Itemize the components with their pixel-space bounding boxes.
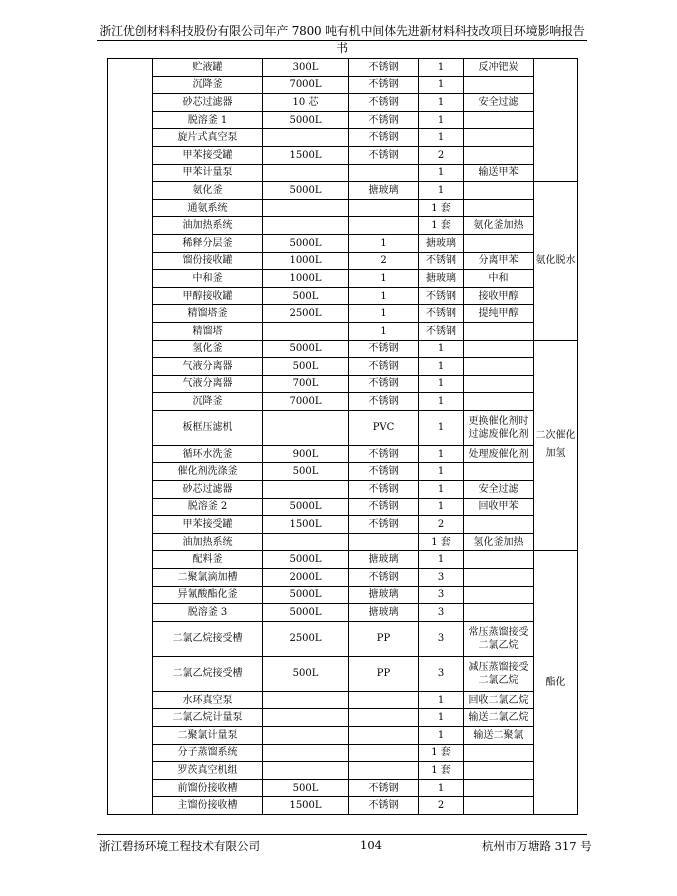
- quantity-cell: 1: [419, 410, 464, 445]
- material-cell: [349, 691, 419, 709]
- equipment-name-cell: 二聚氯计量泵: [153, 727, 263, 745]
- equipment-name-cell: 精馏塔: [153, 322, 263, 340]
- footer-company: 浙江碧扬环境工程技术有限公司: [99, 839, 260, 853]
- table-row: [108, 621, 578, 656]
- spec-cell: 2500L: [263, 621, 349, 656]
- note-cell: [464, 569, 534, 587]
- material-cell: PP: [349, 621, 419, 656]
- note-cell: [464, 797, 534, 815]
- note-cell: [464, 129, 534, 147]
- material-cell: 不锈钢: [349, 779, 419, 797]
- note-cell: [464, 234, 534, 252]
- material-cell: 2: [349, 252, 419, 270]
- material-cell: 不锈钢: [349, 76, 419, 94]
- quantity-cell: 1: [419, 779, 464, 797]
- quantity-cell: 1: [419, 375, 464, 393]
- table-row: [108, 234, 578, 252]
- material-cell: 搪玻璃: [349, 551, 419, 569]
- equipment-name-cell: 主馏份接收槽: [153, 797, 263, 815]
- note-cell: [464, 375, 534, 393]
- material-cell: 不锈钢: [349, 393, 419, 411]
- table-row: [108, 709, 578, 727]
- spec-cell: 500L: [263, 287, 349, 305]
- quantity-cell: 不锈钢: [419, 305, 464, 323]
- material-cell: PP: [349, 656, 419, 691]
- note-cell: 更换催化剂时过滤废催化剂: [464, 410, 534, 445]
- quantity-cell: 3: [419, 569, 464, 587]
- equipment-name-cell: 馏份接收罐: [153, 252, 263, 270]
- material-cell: 不锈钢: [349, 797, 419, 815]
- table-row: [108, 569, 578, 587]
- equipment-name-cell: 砂芯过滤器: [153, 481, 263, 499]
- equipment-name-cell: 催化剂洗涤釜: [153, 463, 263, 481]
- material-cell: 不锈钢: [349, 481, 419, 499]
- equipment-name-cell: 脱溶釜 1: [153, 111, 263, 129]
- equipment-name-cell: 二氯乙烷计量泵: [153, 709, 263, 727]
- table-row: [108, 340, 578, 358]
- note-cell: [464, 146, 534, 164]
- quantity-cell: 2: [419, 516, 464, 534]
- footer-address: 杭州市万塘路 317 号: [482, 839, 592, 853]
- note-cell: [464, 604, 534, 622]
- equipment-name-cell: 精馏塔釜: [153, 305, 263, 323]
- table-row: [108, 129, 578, 147]
- note-cell: 输送二氯乙烷: [464, 709, 534, 727]
- note-cell: [464, 516, 534, 534]
- note-cell: [464, 76, 534, 94]
- material-cell: 不锈钢: [349, 375, 419, 393]
- table-row: [108, 199, 578, 217]
- quantity-cell: 1 套: [419, 762, 464, 780]
- quantity-cell: 1 套: [419, 199, 464, 217]
- equipment-name-cell: 二聚氯滴加槽: [153, 569, 263, 587]
- quantity-cell: 搪玻璃: [419, 234, 464, 252]
- material-cell: 不锈钢: [349, 94, 419, 112]
- spec-cell: 1500L: [263, 797, 349, 815]
- quantity-cell: 1: [419, 76, 464, 94]
- spec-cell: 7000L: [263, 76, 349, 94]
- quantity-cell: 1: [419, 709, 464, 727]
- note-cell: [464, 463, 534, 481]
- table-row: [108, 498, 578, 516]
- material-cell: 不锈钢: [349, 569, 419, 587]
- spec-cell: 500L: [263, 656, 349, 691]
- table-row: [108, 217, 578, 235]
- table-row: [108, 305, 578, 323]
- spec-cell: [263, 129, 349, 147]
- equipment-name-cell: 脱溶釜 3: [153, 604, 263, 622]
- note-cell: 安全过滤: [464, 94, 534, 112]
- table-row: [108, 182, 578, 200]
- quantity-cell: 不锈钢: [419, 252, 464, 270]
- table-row: [108, 551, 578, 569]
- spec-cell: [263, 164, 349, 182]
- material-cell: 不锈钢: [349, 129, 419, 147]
- table-row: [108, 604, 578, 622]
- spec-cell: [263, 533, 349, 551]
- material-cell: 搪玻璃: [349, 604, 419, 622]
- material-cell: 1: [349, 234, 419, 252]
- equipment-name-cell: 气液分离器: [153, 358, 263, 376]
- equipment-name-cell: 循环水洗釜: [153, 445, 263, 463]
- spec-cell: [263, 744, 349, 762]
- blank-left-column: [108, 59, 153, 815]
- equipment-name-cell: 二氯乙烷接受槽: [153, 656, 263, 691]
- equipment-table: [107, 58, 578, 815]
- material-cell: 不锈钢: [349, 59, 419, 77]
- spec-cell: [263, 727, 349, 745]
- note-cell: 氨化釜加热: [464, 217, 534, 235]
- equipment-name-cell: 气液分离器: [153, 375, 263, 393]
- process-group-cell: 二次催化加氢: [534, 340, 578, 551]
- table-row: [108, 586, 578, 604]
- table-row: [108, 111, 578, 129]
- table-row: [108, 375, 578, 393]
- equipment-name-cell: 甲苯接受罐: [153, 516, 263, 534]
- process-group-cell: 氨化脱水: [534, 182, 578, 340]
- note-cell: 安全过滤: [464, 481, 534, 499]
- header-rule: [97, 40, 587, 41]
- quantity-cell: 1: [419, 498, 464, 516]
- table-row: [108, 76, 578, 94]
- table-row: [108, 287, 578, 305]
- quantity-cell: 1: [419, 164, 464, 182]
- spec-cell: 500L: [263, 358, 349, 376]
- quantity-cell: 1: [419, 393, 464, 411]
- material-cell: 1: [349, 270, 419, 288]
- table-row: [108, 463, 578, 481]
- table-row: [108, 358, 578, 376]
- table-row: [108, 146, 578, 164]
- equipment-name-cell: 前馏份接收槽: [153, 779, 263, 797]
- material-cell: [349, 762, 419, 780]
- material-cell: 不锈钢: [349, 146, 419, 164]
- equipment-name-cell: 异氰酸酯化釜: [153, 586, 263, 604]
- equipment-name-cell: 沉降釜: [153, 76, 263, 94]
- quantity-cell: 2: [419, 146, 464, 164]
- material-cell: [349, 164, 419, 182]
- table-row: [108, 779, 578, 797]
- note-cell: [464, 779, 534, 797]
- quantity-cell: 1: [419, 129, 464, 147]
- spec-cell: [263, 410, 349, 445]
- spec-cell: 500L: [263, 779, 349, 797]
- material-cell: 搪玻璃: [349, 586, 419, 604]
- spec-cell: 7000L: [263, 393, 349, 411]
- spec-cell: 5000L: [263, 604, 349, 622]
- note-cell: 分离甲苯: [464, 252, 534, 270]
- material-cell: 不锈钢: [349, 498, 419, 516]
- table-row: [108, 164, 578, 182]
- quantity-cell: 2: [419, 797, 464, 815]
- table-row: [108, 252, 578, 270]
- equipment-name-cell: 板框压滤机: [153, 410, 263, 445]
- note-cell: [464, 586, 534, 604]
- material-cell: 不锈钢: [349, 445, 419, 463]
- material-cell: 不锈钢: [349, 111, 419, 129]
- material-cell: 搪玻璃: [349, 182, 419, 200]
- table-row: [108, 744, 578, 762]
- quantity-cell: 1: [419, 727, 464, 745]
- equipment-name-cell: 水环真空泵: [153, 691, 263, 709]
- material-cell: 1: [349, 322, 419, 340]
- note-cell: [464, 111, 534, 129]
- equipment-name-cell: 罗茨真空机组: [153, 762, 263, 780]
- footer-rule: [97, 834, 587, 835]
- spec-cell: 500L: [263, 463, 349, 481]
- spec-cell: 300L: [263, 59, 349, 77]
- page-header: 浙江优创材料科技股份有限公司年产 7800 吨有机中间体先进新材料科技改项目环境影响报告书: [99, 24, 585, 55]
- spec-cell: [263, 199, 349, 217]
- quantity-cell: 3: [419, 656, 464, 691]
- spec-cell: 5000L: [263, 586, 349, 604]
- spec-cell: 2500L: [263, 305, 349, 323]
- quantity-cell: 3: [419, 586, 464, 604]
- spec-cell: [263, 481, 349, 499]
- quantity-cell: 1: [419, 94, 464, 112]
- quantity-cell: 1: [419, 340, 464, 358]
- spec-cell: [263, 762, 349, 780]
- note-cell: [464, 199, 534, 217]
- material-cell: 不锈钢: [349, 358, 419, 376]
- equipment-name-cell: 甲苯接受罐: [153, 146, 263, 164]
- note-cell: 处理废催化剂: [464, 445, 534, 463]
- spec-cell: [263, 322, 349, 340]
- equipment-name-cell: 二氯乙烷接受槽: [153, 621, 263, 656]
- quantity-cell: 1: [419, 59, 464, 77]
- equipment-name-cell: 旋片式真空泵: [153, 129, 263, 147]
- note-cell: 接收甲醇: [464, 287, 534, 305]
- table-row: [108, 533, 578, 551]
- quantity-cell: 不锈钢: [419, 322, 464, 340]
- spec-cell: 10 芯: [263, 94, 349, 112]
- table-row: [108, 516, 578, 534]
- note-cell: 回收二氯乙烷: [464, 691, 534, 709]
- material-cell: [349, 533, 419, 551]
- table-row: [108, 762, 578, 780]
- material-cell: 不锈钢: [349, 516, 419, 534]
- spec-cell: 5000L: [263, 498, 349, 516]
- quantity-cell: 1: [419, 691, 464, 709]
- note-cell: 反冲钯炭: [464, 59, 534, 77]
- note-cell: [464, 340, 534, 358]
- note-cell: 回收甲苯: [464, 498, 534, 516]
- table-row: [108, 410, 578, 445]
- equipment-name-cell: 油加热系统: [153, 533, 263, 551]
- quantity-cell: 1: [419, 182, 464, 200]
- note-cell: 输送甲苯: [464, 164, 534, 182]
- spec-cell: [263, 217, 349, 235]
- process-group-cell: [534, 59, 578, 182]
- material-cell: [349, 199, 419, 217]
- spec-cell: 2000L: [263, 569, 349, 587]
- page-number: 104: [360, 838, 382, 852]
- equipment-name-cell: 稀释分层釜: [153, 234, 263, 252]
- quantity-cell: 1 套: [419, 744, 464, 762]
- note-cell: [464, 744, 534, 762]
- quantity-cell: 1: [419, 481, 464, 499]
- equipment-name-cell: 甲醇接收罐: [153, 287, 263, 305]
- material-cell: [349, 727, 419, 745]
- spec-cell: 5000L: [263, 111, 349, 129]
- note-cell: 减压蒸馏接受二氯乙烷: [464, 656, 534, 691]
- equipment-name-cell: 氨化釜: [153, 182, 263, 200]
- spec-cell: 5000L: [263, 234, 349, 252]
- material-cell: [349, 709, 419, 727]
- equipment-name-cell: 沉降釜: [153, 393, 263, 411]
- table-row: [108, 691, 578, 709]
- spec-cell: 700L: [263, 375, 349, 393]
- note-cell: [464, 182, 534, 200]
- quantity-cell: 1: [419, 463, 464, 481]
- table-row: [108, 94, 578, 112]
- table-row: [108, 445, 578, 463]
- quantity-cell: 搪玻璃: [419, 270, 464, 288]
- spec-cell: 5000L: [263, 182, 349, 200]
- note-cell: [464, 551, 534, 569]
- equipment-name-cell: 脱溶釜 2: [153, 498, 263, 516]
- equipment-name-cell: 甲苯计量泵: [153, 164, 263, 182]
- spec-cell: [263, 691, 349, 709]
- spec-cell: 5000L: [263, 340, 349, 358]
- note-cell: 常压蒸馏接受二氯乙烷: [464, 621, 534, 656]
- equipment-name-cell: 油加热系统: [153, 217, 263, 235]
- material-cell: 1: [349, 305, 419, 323]
- note-cell: 提纯甲醇: [464, 305, 534, 323]
- note-cell: [464, 393, 534, 411]
- spec-cell: 5000L: [263, 551, 349, 569]
- note-cell: 输送二聚氯: [464, 727, 534, 745]
- process-group-cell: 酯化: [534, 551, 578, 815]
- equipment-name-cell: 通氨系统: [153, 199, 263, 217]
- equipment-name-cell: 砂芯过滤器: [153, 94, 263, 112]
- quantity-cell: 3: [419, 621, 464, 656]
- equipment-name-cell: 配料釜: [153, 551, 263, 569]
- table-row: [108, 727, 578, 745]
- note-cell: [464, 762, 534, 780]
- material-cell: [349, 744, 419, 762]
- table-row: [108, 59, 578, 77]
- equipment-name-cell: 氢化釜: [153, 340, 263, 358]
- equipment-name-cell: 中和釜: [153, 270, 263, 288]
- table-row: [108, 797, 578, 815]
- material-cell: 不锈钢: [349, 463, 419, 481]
- quantity-cell: 3: [419, 604, 464, 622]
- quantity-cell: 1: [419, 445, 464, 463]
- quantity-cell: 不锈钢: [419, 287, 464, 305]
- material-cell: 1: [349, 287, 419, 305]
- spec-cell: 1500L: [263, 516, 349, 534]
- spec-cell: 1000L: [263, 252, 349, 270]
- note-cell: 中和: [464, 270, 534, 288]
- note-cell: [464, 358, 534, 376]
- quantity-cell: 1: [419, 551, 464, 569]
- material-cell: PVC: [349, 410, 419, 445]
- spec-cell: [263, 709, 349, 727]
- note-cell: 氢化釜加热: [464, 533, 534, 551]
- table-row: [108, 322, 578, 340]
- quantity-cell: 1: [419, 111, 464, 129]
- spec-cell: 1500L: [263, 146, 349, 164]
- table-row: [108, 481, 578, 499]
- spec-cell: 900L: [263, 445, 349, 463]
- quantity-cell: 1 套: [419, 217, 464, 235]
- table-row: [108, 270, 578, 288]
- material-cell: 不锈钢: [349, 340, 419, 358]
- quantity-cell: 1: [419, 358, 464, 376]
- quantity-cell: 1 套: [419, 533, 464, 551]
- material-cell: [349, 217, 419, 235]
- equipment-name-cell: 贮液罐: [153, 59, 263, 77]
- table-row: [108, 656, 578, 691]
- table-row: [108, 393, 578, 411]
- spec-cell: 1000L: [263, 270, 349, 288]
- equipment-name-cell: 分子蒸馏系统: [153, 744, 263, 762]
- note-cell: [464, 322, 534, 340]
